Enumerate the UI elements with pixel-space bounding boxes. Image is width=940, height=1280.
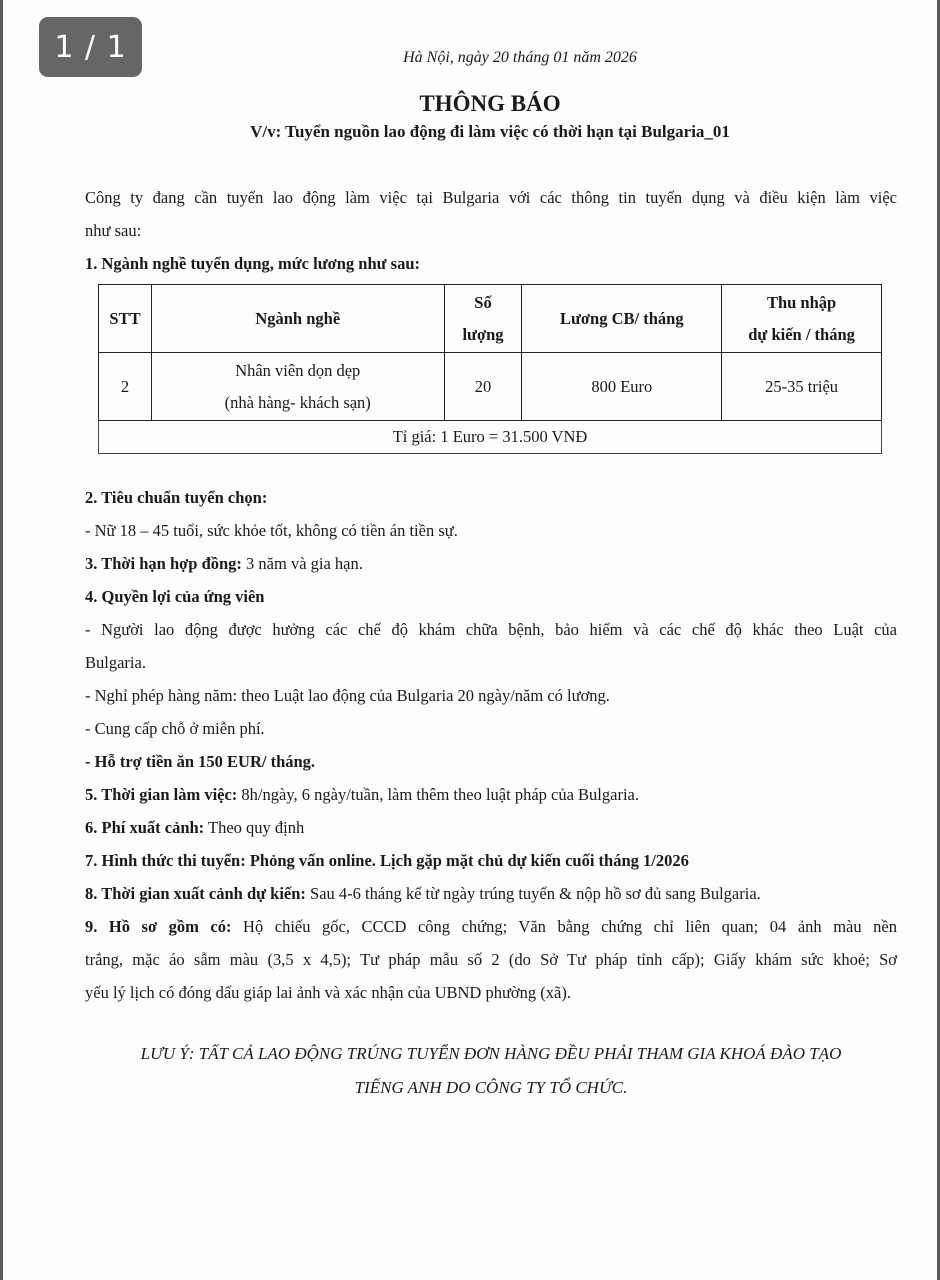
section-1-heading: 1. Ngành nghề tuyển dụng, mức lương như sau: [85, 254, 421, 273]
document-body [85, 481, 897, 1009]
header-income-line2: dự kiến / tháng [748, 324, 855, 344]
jobs-table [98, 284, 882, 454]
section-6-label: 6. Phí xuất cảnh: [85, 818, 205, 837]
section-4-item-4: - Hỗ trợ tiền ăn 150 EUR/ tháng. [85, 752, 316, 771]
cell-stt: 2 [99, 353, 152, 421]
training-note-line: TIẾNG ANH DO CÔNG TY TỔ CHỨC. [354, 1078, 628, 1097]
section-3-value: 3 năm và gia hạn. [241, 554, 363, 573]
exchange-rate: Tỉ giá: 1 Euro = 31.500 VNĐ [99, 421, 882, 454]
viewer-edge-left [0, 0, 3, 1280]
cell-job [151, 353, 444, 421]
header-job: Ngành nghề [151, 285, 444, 353]
table-header-row [99, 285, 882, 353]
cell-job-line1: Nhân viên dọn dẹp [235, 360, 361, 380]
header-income-line1: Thu nhập [766, 292, 837, 312]
section-2-item: - Nữ 18 – 45 tuổi, sức khỏe tốt, không có tiền án tiền sự. [85, 521, 458, 540]
section-5-label: 5. Thời gian làm việc: [85, 785, 238, 804]
header-quantity-line2: lượng [462, 324, 504, 344]
section-3-label: 3. Thời hạn hợp đồng: [85, 554, 242, 573]
table-row [99, 353, 882, 421]
section-8 [85, 877, 897, 910]
section-3 [85, 547, 897, 580]
section-6-value: Theo quy định [204, 818, 305, 837]
document-title: THÔNG BÁO [419, 91, 561, 116]
cell-salary: 800 Euro [522, 353, 722, 421]
training-note [85, 1037, 897, 1105]
section-9-line [85, 910, 897, 943]
section-7: 7. Hình thức thi tuyển: Phỏng vấn online. Lịch gặp mặt chủ dự kiến cuối tháng 1/2026 [85, 851, 689, 870]
section-9-line: yếu lý lịch có đóng dấu giáp lai ảnh và xác nhận của UBND phường (xã). [85, 983, 571, 1002]
section-5 [85, 778, 897, 811]
section-5-value: 8h/ngày, 6 ngày/tuần, làm thêm theo luật pháp của Bulgaria. [237, 785, 639, 804]
header-quantity [444, 285, 522, 353]
section-4-item-3: - Cung cấp chỗ ở miễn phí. [85, 719, 265, 738]
section-8-label: 8. Thời gian xuất cảnh dự kiến: [85, 884, 306, 903]
section-2-heading: 2. Tiêu chuẩn tuyển chọn: [85, 488, 268, 507]
section-4-item-1-line: Bulgaria. [85, 653, 146, 672]
section-4-item-2: - Nghỉ phép hàng năm: theo Luật lao động của Bulgaria 20 ngày/năm có lương. [85, 686, 610, 705]
section-4-item-1-line: - Người lao động được hưởng các chế độ khám chữa bệnh, bảo hiểm và các chế độ khác theo Luật của [85, 620, 897, 639]
page-indicator-badge: 1 / 1 [39, 17, 142, 77]
section-9-line: trắng, mặc áo sẫm màu (3,5 x 4,5); Tư pháp mẫu số 2 (do Sở Tư pháp tỉnh cấp); Giấy khám sức khoẻ; Sơ [85, 950, 897, 969]
header-quantity-line1: Số [474, 292, 492, 312]
section-9-label: 9. Hồ sơ gồm có: [85, 917, 232, 936]
cell-quantity: 20 [444, 353, 522, 421]
intro-paragraph [85, 181, 897, 280]
document-date: Hà Nội, ngày 20 tháng 01 năm 2026 [403, 49, 637, 66]
section-6 [85, 811, 897, 844]
document-subtitle: V/v: Tuyển nguồn lao động đi làm việc có thời hạn tại Bulgaria_01 [250, 122, 730, 141]
intro-line: như sau: [85, 221, 142, 240]
header-stt: STT [99, 285, 152, 353]
header-salary: Lương CB/ tháng [522, 285, 722, 353]
header-income [722, 285, 882, 353]
section-8-value: Sau 4-6 tháng kể từ ngày trúng tuyển & nộp hồ sơ đủ sang Bulgaria. [305, 884, 761, 903]
cell-income: 25-35 triệu [722, 353, 882, 421]
intro-line: Công ty đang cần tuyển lao động làm việc tại Bulgaria với các thông tin tuyển dụng và điều kiện làm việc [85, 188, 897, 207]
table-exchange-rate-row [99, 421, 882, 454]
section-9-value: Hộ chiếu gốc, CCCD công chứng; Văn bằng chứng chỉ liên quan; 04 ảnh màu nền [231, 917, 897, 936]
training-note-line: LƯU Ý: TẤT CẢ LAO ĐỘNG TRÚNG TUYỂN ĐƠN HÀNG ĐỀU PHẢI THAM GIA KHOÁ ĐÀO TẠO [140, 1044, 842, 1063]
cell-job-line2: (nhà hàng- khách sạn) [224, 392, 371, 412]
section-4-heading: 4. Quyền lợi của ứng viên [85, 587, 265, 606]
